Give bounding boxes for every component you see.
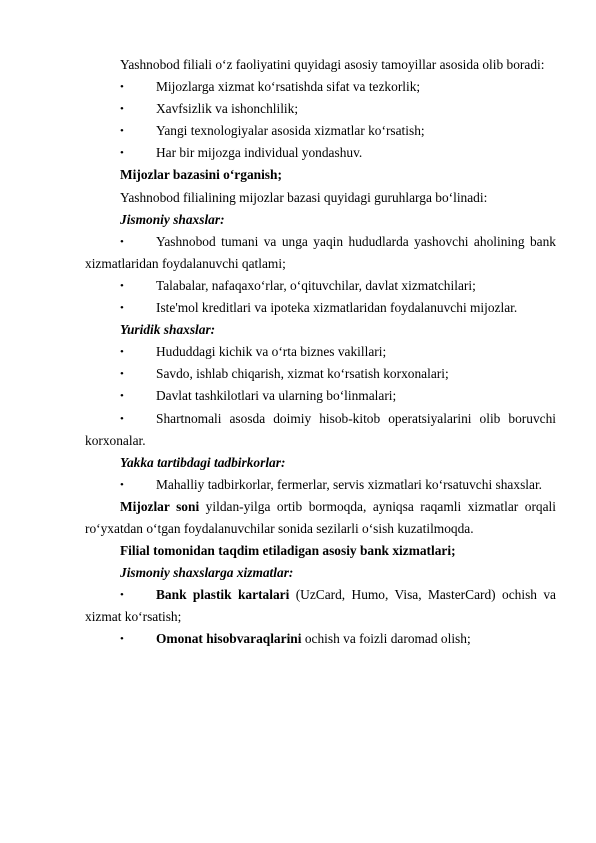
bullet-icon: •	[120, 125, 124, 138]
bullet-icon: •	[120, 302, 124, 315]
subheading-individuals: Jismoniy shaxslar:	[120, 211, 225, 227]
bullet-icon: •	[120, 235, 124, 248]
list-item: • Xavfsizlik va ishonchlilik;	[85, 98, 556, 120]
bullet-icon: •	[120, 279, 124, 292]
service-name: Bank plastik kartalari	[156, 587, 290, 603]
bullet-icon: •	[120, 368, 124, 381]
client-base-intro: Yashnobod filialining mijozlar bazasi quyidagi guruhlarga bo‘linadi:	[120, 189, 488, 205]
list-item: • Talabalar, nafaqaxo‘rlar, o‘qituvchilar, davlat xizmatchilari;	[85, 275, 556, 297]
clients-count-label: Mijozlar soni	[120, 498, 200, 514]
bullet-icon: •	[120, 147, 124, 160]
bullet-icon: •	[120, 633, 124, 646]
bullet-icon: •	[120, 478, 124, 491]
list-item: • Hududdagi kichik va o‘rta biznes vakillari;	[85, 341, 556, 363]
list-item: • Shartnomali asosda doimiy hisob-kitob operatsiyalarini olib boruvchi korxonalar.	[85, 408, 556, 452]
document-body	[85, 54, 556, 651]
section-heading-services: Filial tomonidan taqdim etiladigan asosiy bank xizmatlari;	[120, 543, 456, 559]
list-item: • Har bir mijozga individual yondashuv.	[85, 142, 556, 164]
bullet-icon: •	[120, 346, 124, 359]
clients-count-paragraph: Mijozlar soni yildan-yilga ortib bormoqda, ayniqsa raqamli xizmatlar orqali ro‘yxatdan o‘tgan foydalanuvchilar sonida sezilarli o‘sish kuzatilmoqda.	[85, 498, 557, 536]
bullet-icon: •	[120, 412, 124, 425]
bullet-icon: •	[120, 589, 124, 602]
subheading-entrepreneurs: Yakka tartibdagi tadbirkorlar:	[120, 454, 286, 470]
intro-paragraph: Yashnobod filiali o‘z faoliyatini quyidagi asosiy tamoyillar asosida olib boradi:	[120, 57, 545, 72]
list-item: • Mahalliy tadbirkorlar, fermerlar, servis xizmatlari ko‘rsatuvchi shaxslar.	[85, 474, 556, 496]
bullet-icon: •	[120, 103, 124, 116]
list-item: • Mijozlarga xizmat ko‘rsatishda sifat va tezkorlik;	[85, 76, 556, 98]
bullet-icon: •	[120, 390, 124, 403]
list-item: • Yashnobod tumani va unga yaqin hududlarda yashovchi aholining bank xizmatlaridan foydalanuvchi qatlami;	[85, 231, 556, 275]
list-item: • Yangi texnologiyalar asosida xizmatlar ko‘rsatish;	[85, 120, 556, 142]
list-item: • Omonat hisobvaraqlarini ochish va foizli daromad olish;	[85, 628, 556, 650]
subheading-legal-entities: Yuridik shaxslar:	[120, 322, 216, 338]
service-name: Omonat hisobvaraqlarini	[156, 631, 302, 647]
bullet-icon: •	[120, 81, 124, 94]
list-item: • Savdo, ishlab chiqarish, xizmat ko‘rsatish korxonalari;	[85, 363, 556, 385]
section-heading-client-base: Mijozlar bazasini o‘rganish;	[120, 167, 282, 183]
list-item: • Bank plastik kartalari (UzCard, Humo, Visa, MasterCard) ochish va xizmat ko‘rsatish;	[85, 584, 556, 628]
list-item: • Iste'mol kreditlari va ipoteka xizmatlaridan foydalanuvchi mijozlar.	[85, 297, 556, 319]
list-item: • Davlat tashkilotlari va ularning bo‘linmalari;	[85, 385, 556, 407]
subheading-individual-services: Jismoniy shaxslarga xizmatlar:	[120, 565, 294, 581]
